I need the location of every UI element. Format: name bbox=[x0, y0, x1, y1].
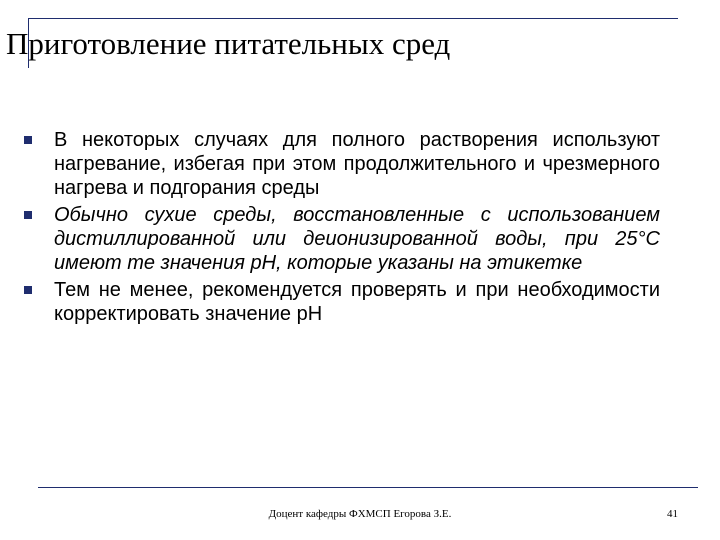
bullet-item bbox=[20, 128, 660, 200]
top-rule bbox=[28, 18, 678, 19]
footer-author: Доцент кафедры ФХМСП Егорова З.Е. bbox=[268, 508, 452, 520]
square-bullet-icon bbox=[24, 286, 32, 294]
page-number: 41 bbox=[667, 508, 678, 520]
bullet-text: В некоторых случаях для полного растворения используют нагревание, избегая при этом продолжительного и чрезмерного нагрева и подгорания среды bbox=[54, 129, 660, 199]
bullet-item bbox=[20, 203, 660, 275]
slide-title: Приготовление питательных сред bbox=[6, 26, 451, 61]
bullet-item bbox=[20, 278, 660, 326]
bullet-text: Обычно сухие среды, восстановленные с использованием дистиллированной или деионизированной воды, при 25°С имеют те значения рН, которые указаны на этикетке bbox=[54, 204, 660, 274]
square-bullet-icon bbox=[24, 136, 32, 144]
bullet-list bbox=[20, 128, 660, 329]
square-bullet-icon bbox=[24, 211, 32, 219]
bullet-text: Тем не менее, рекомендуется проверять и при необходимости корректировать значение рН bbox=[54, 279, 660, 325]
bottom-rule bbox=[38, 487, 698, 488]
